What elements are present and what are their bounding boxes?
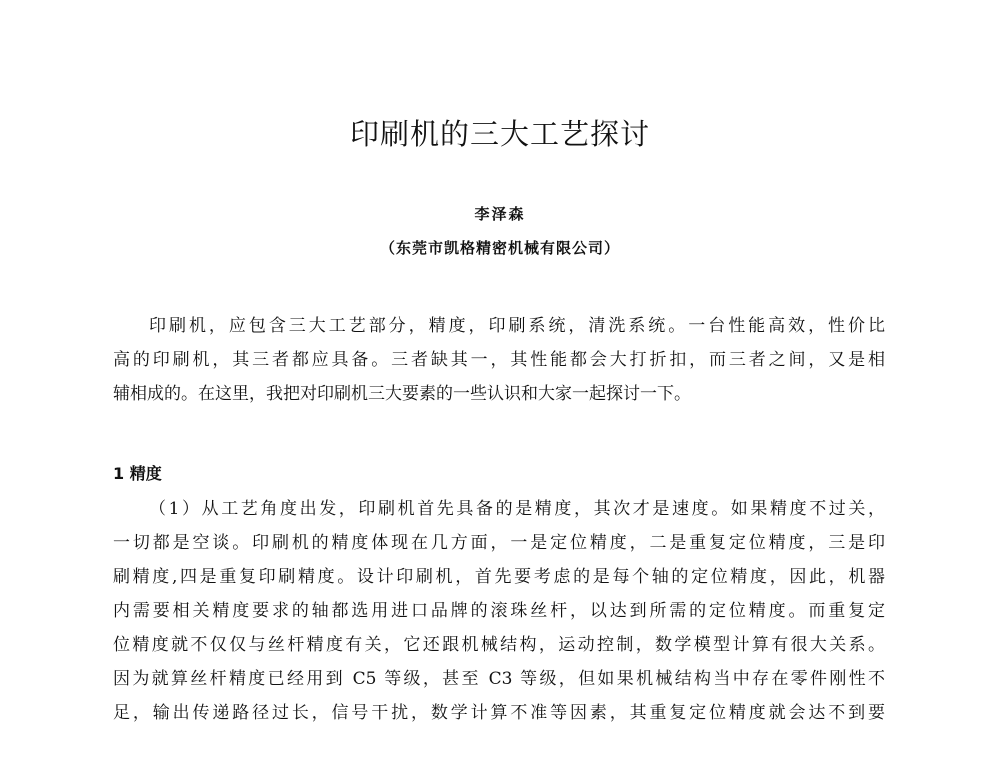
text-line: 刷精度,四是重复印刷精度。设计印刷机，首先要考虑的是每个轴的定位精度，因此，机器 (113, 567, 885, 587)
text-line: 内需要相关精度要求的轴都选用进口品牌的滚珠丝杆，以达到所需的定位精度。而重复定 (113, 601, 885, 621)
section-paragraph (113, 492, 885, 730)
section-heading: 1 精度 (113, 464, 162, 483)
text-line: 辅相成的。在这里，我把对印刷机三大要素的一些认识和大家一起探讨一下。 (113, 384, 691, 404)
text-line: 一切都是空谈。印刷机的精度体现在几方面，一是定位精度，二是重复定位精度，三是印 (113, 533, 885, 553)
text-line: （1）从工艺角度出发，印刷机首先具备的是精度，其次才是速度。如果精度不过关， (149, 499, 885, 519)
author-affiliation: （东莞市凯格精密机械有限公司） (379, 239, 620, 257)
text-line: 足，输出传递路径过长，信号干扰，数学计算不准等因素，其重复定位精度就会达不到要 (113, 703, 885, 723)
text-line: 高的印刷机，其三者都应具备。三者缺其一，其性能都会大打折扣，而三者之间，又是相 (113, 350, 885, 370)
text-line: 因为就算丝杆精度已经用到 C5 等级，甚至 C3 等级，但如果机械结构当中存在零件刚性不 (113, 669, 885, 689)
document-title: 印刷机的三大工艺探讨 (349, 117, 650, 151)
intro-paragraph (113, 309, 885, 411)
author-name: 李泽森 (474, 205, 526, 223)
text-line: 印刷机，应包含三大工艺部分，精度，印刷系统，清洗系统。一台性能高效，性价比 (149, 316, 885, 336)
text-line: 位精度就不仅仅与丝杆精度有关，它还跟机械结构，运动控制，数学模型计算有很大关系。 (113, 635, 885, 655)
